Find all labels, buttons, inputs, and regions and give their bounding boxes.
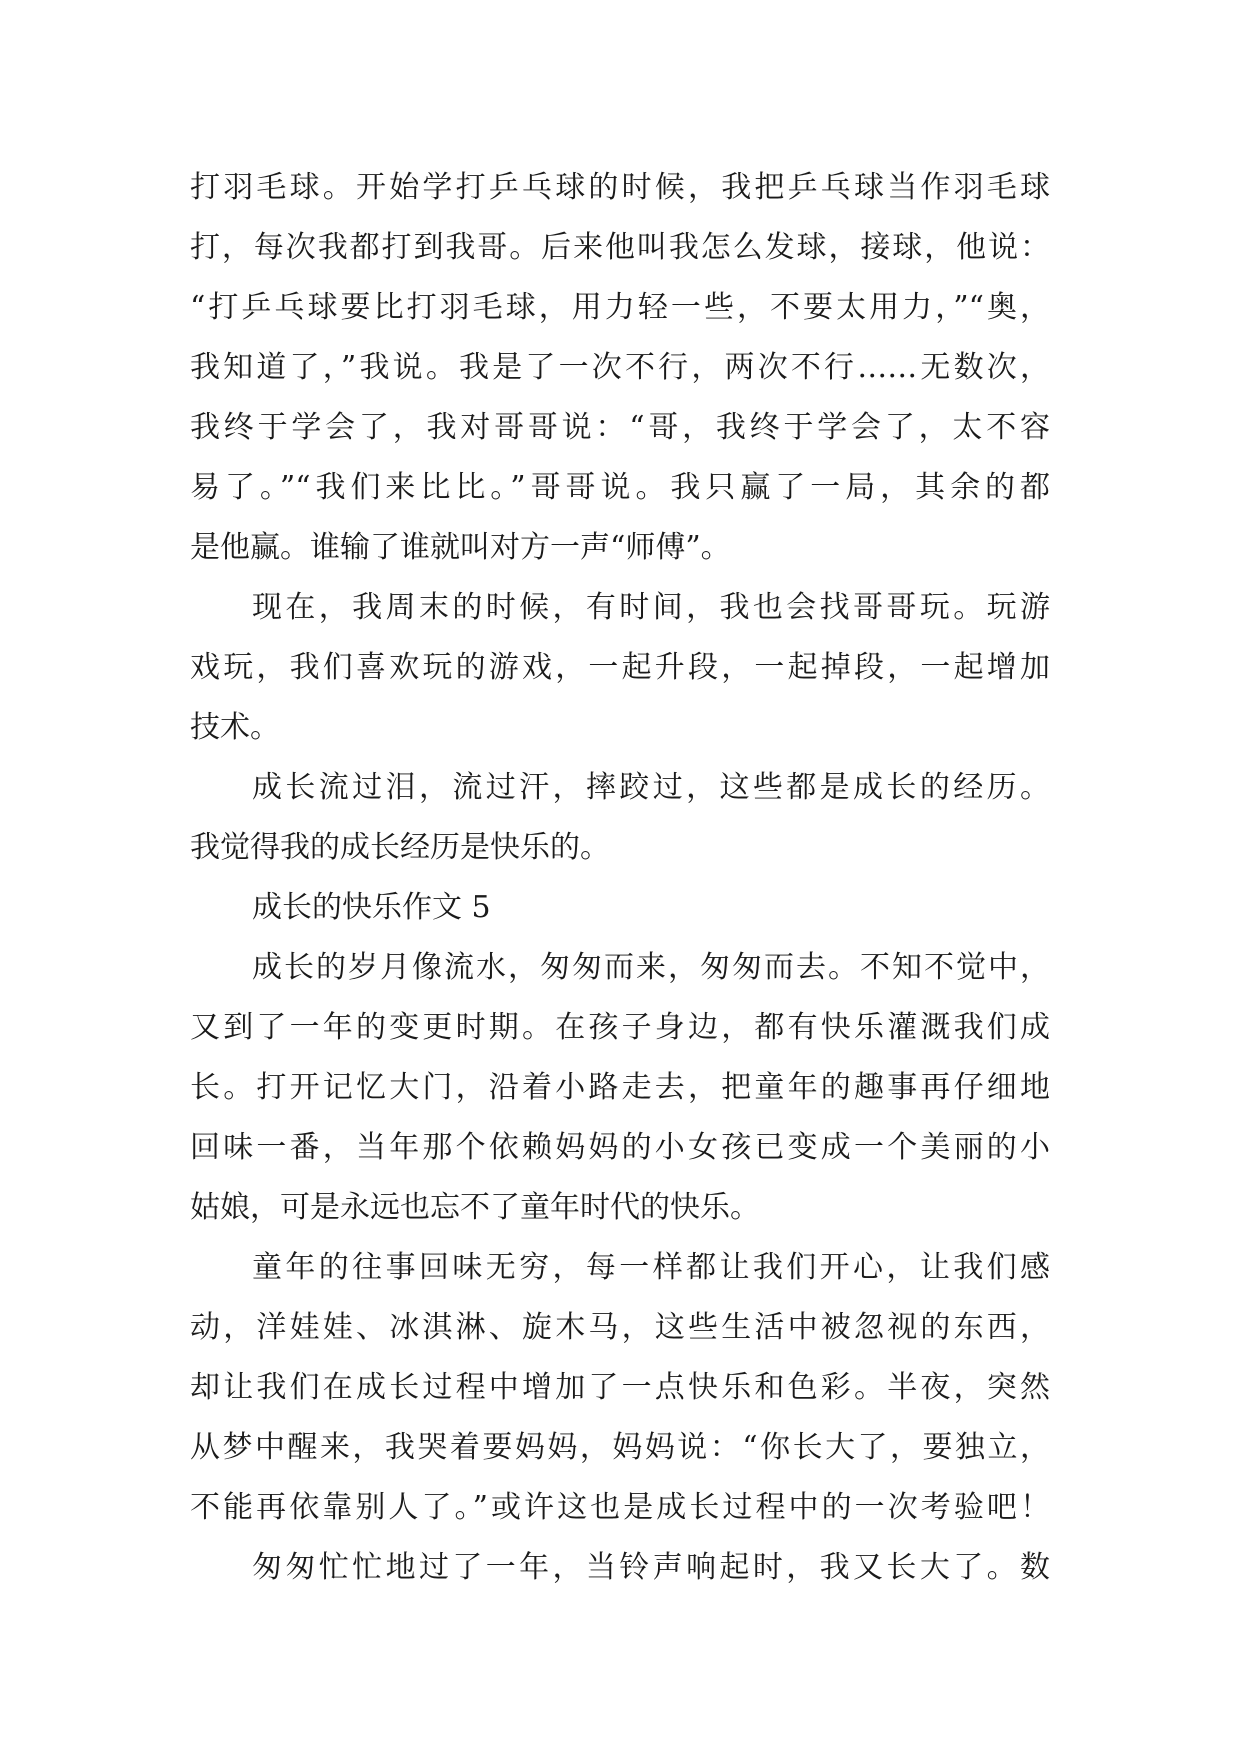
text-line: 又到了一年的变更时期。在孩子身边，都有快乐灌溉我们成 (190, 1010, 1050, 1045)
text-line: 我终于学会了，我对哥哥说：“哥，我终于学会了，太不容 (190, 410, 1050, 445)
text-line: 我觉得我的成长经历是快乐的。 (190, 830, 610, 865)
text-line: 动，洋娃娃、冰淇淋、旋木马，这些生活中被忽视的东西， (190, 1310, 1050, 1345)
text-line: “打乒乓球要比打羽毛球，用力轻一些，不要太用力，”“奥， (190, 290, 1050, 325)
text-line: 成长流过泪，流过汗，摔跤过，这些都是成长的经历。 (252, 770, 1050, 805)
document-body (190, 158, 1050, 1598)
text-line: 打，每次我都打到我哥。后来他叫我怎么发球，接球，他说： (190, 230, 1050, 265)
text-line: 是他赢。谁输了谁就叫对方一声“师傅”。 (190, 530, 731, 565)
text-line: 现在，我周末的时候，有时间，我也会找哥哥玩。玩游 (252, 590, 1050, 625)
text-line: 成长的岁月像流水，匆匆而来，匆匆而去。不知不觉中， (252, 950, 1050, 985)
text-line: 戏玩，我们喜欢玩的游戏，一起升段，一起掉段，一起增加 (190, 650, 1050, 685)
text-line: 易了。”“我们来比比。”哥哥说。我只赢了一局，其余的都 (190, 470, 1050, 505)
text-line: 却让我们在成长过程中增加了一点快乐和色彩。半夜，突然 (190, 1370, 1050, 1405)
text-line: 不能再依靠别人了。”或许这也是成长过程中的一次考验吧！ (190, 1490, 1050, 1525)
text-line: 从梦中醒来，我哭着要妈妈，妈妈说：“你长大了，要独立， (190, 1430, 1050, 1465)
text-line: 我知道了，”我说。我是了一次不行，两次不行……无数次， (190, 350, 1050, 385)
text-line: 童年的往事回味无穷，每一样都让我们开心，让我们感 (252, 1250, 1050, 1285)
section-heading: 成长的快乐作文 5 (252, 890, 491, 925)
text-line: 匆匆忙忙地过了一年，当铃声响起时，我又长大了。数 (252, 1550, 1050, 1585)
text-line: 技术。 (190, 710, 280, 745)
text-line: 姑娘，可是永远也忘不了童年时代的快乐。 (190, 1190, 760, 1225)
text-line: 回味一番，当年那个依赖妈妈的小女孩已变成一个美丽的小 (190, 1130, 1050, 1165)
text-line: 打羽毛球。开始学打乒乓球的时候，我把乒乓球当作羽毛球 (190, 170, 1050, 205)
text-line: 长。打开记忆大门，沿着小路走去，把童年的趣事再仔细地 (190, 1070, 1050, 1105)
